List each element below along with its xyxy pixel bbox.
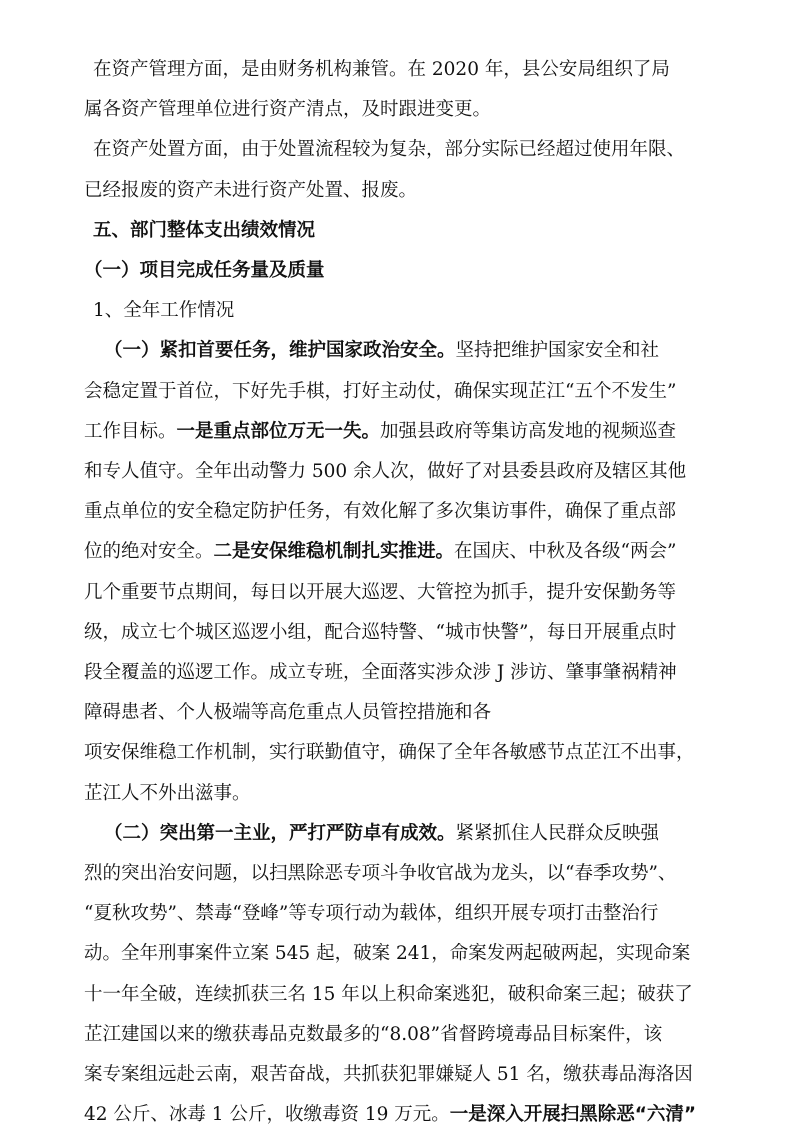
text-line: 几个重要节点期间，每日以开展大巡逻、大管控为抓手，提升安保勤务等 xyxy=(84,581,677,603)
text-line: 属各资产管理单位进行资产清点，及时跟进变更。 xyxy=(84,99,492,121)
section-heading: 五、部门整体支出绩效情况 xyxy=(93,219,316,241)
paragraph-crime-crackdown: （二）突出第一主业，严打严防卓有成效。紧紧抓住人民群众反映强 xyxy=(104,822,660,844)
text-line: 烈的突出治安问题，以扫黑除恶专项斗争收官战为龙头，以“春季攻势”、 xyxy=(84,863,677,884)
text-line: 重点单位的安全稳定防护任务，有效化解了多次集访事件，确保了重点部 xyxy=(84,501,677,523)
paragraph-asset-management: 在资产管理方面，是由财务机构兼管。在 2020 年，县公安局组织了局 xyxy=(93,59,670,80)
text-line: 级，成立七个城区巡逻小组，配合巡特警、“城市快警”，每日开展重点时 xyxy=(84,621,677,643)
item-heading: 1、全年工作情况 xyxy=(93,300,235,322)
paragraph-asset-disposal: 在资产处置方面，由于处置流程较为复杂，部分实际已经超过使用年限、 xyxy=(93,139,686,161)
text-line: “夏秋攻势”、禁毒“登峰”等专项行动为载体，组织开展专项打击整治行 xyxy=(84,903,659,925)
subsection-heading: （一）项目完成任务量及质量 xyxy=(84,260,325,281)
text-line: 工作目标。一是重点部位万无一失。加强县政府等集访高发地的视频巡查 xyxy=(84,420,677,442)
text-line: 段全覆盖的巡逻工作。成立专班，全面落实涉众涉 J 涉访、肇事肇祸精神 xyxy=(84,662,677,683)
text-line: 项安保维稳工作机制，实行联勤值守，确保了全年各敏感节点芷江不出事， xyxy=(84,742,695,764)
text-line: 42 公斤、冰毒 1 公斤，收缴毒资 19 万元。一是深入开展扫黑除恶“六清” xyxy=(84,1104,697,1126)
text-line: 和专人值守。全年出动警力 500 余人次，做好了对县委县政府及辖区其他 xyxy=(84,461,687,482)
text-line: 会稳定置于首位，下好先手棋，打好主动仗，确保实现芷江“五个不发生” xyxy=(84,380,677,402)
text-line: 芷江建国以来的缴获毒品克数最多的“8.08”省督跨境毒品目标案件，该 xyxy=(84,1023,663,1045)
text-line: 动。全年刑事案件立案 545 起，破案 241，命案发两起破两起，实现命案 xyxy=(84,943,691,965)
paragraph-political-security: （一）紧扣首要任务，维护国家政治安全。坚持把维护国家安全和社 xyxy=(104,340,660,362)
text-line: 十一年全破，连续抓获三名 15 年以上积命案逃犯，破积命案三起；破获了 xyxy=(84,983,693,1005)
text-line: 障碍患者、个人极端等高危重点人员管控措施和各 xyxy=(84,702,492,724)
text-line: 位的绝对安全。二是安保维稳机制扎实推进。在国庆、中秋及各级“两会” xyxy=(84,541,677,563)
text-line: 芷江人不外出滋事。 xyxy=(84,782,251,804)
text-line: 案专案组远赴云南，艰苦奋战，共抓获犯罪嫌疑人 51 名，缴获毒品海洛因 xyxy=(84,1064,693,1085)
text-line: 已经报废的资产未进行资产处置、报废。 xyxy=(84,179,418,201)
